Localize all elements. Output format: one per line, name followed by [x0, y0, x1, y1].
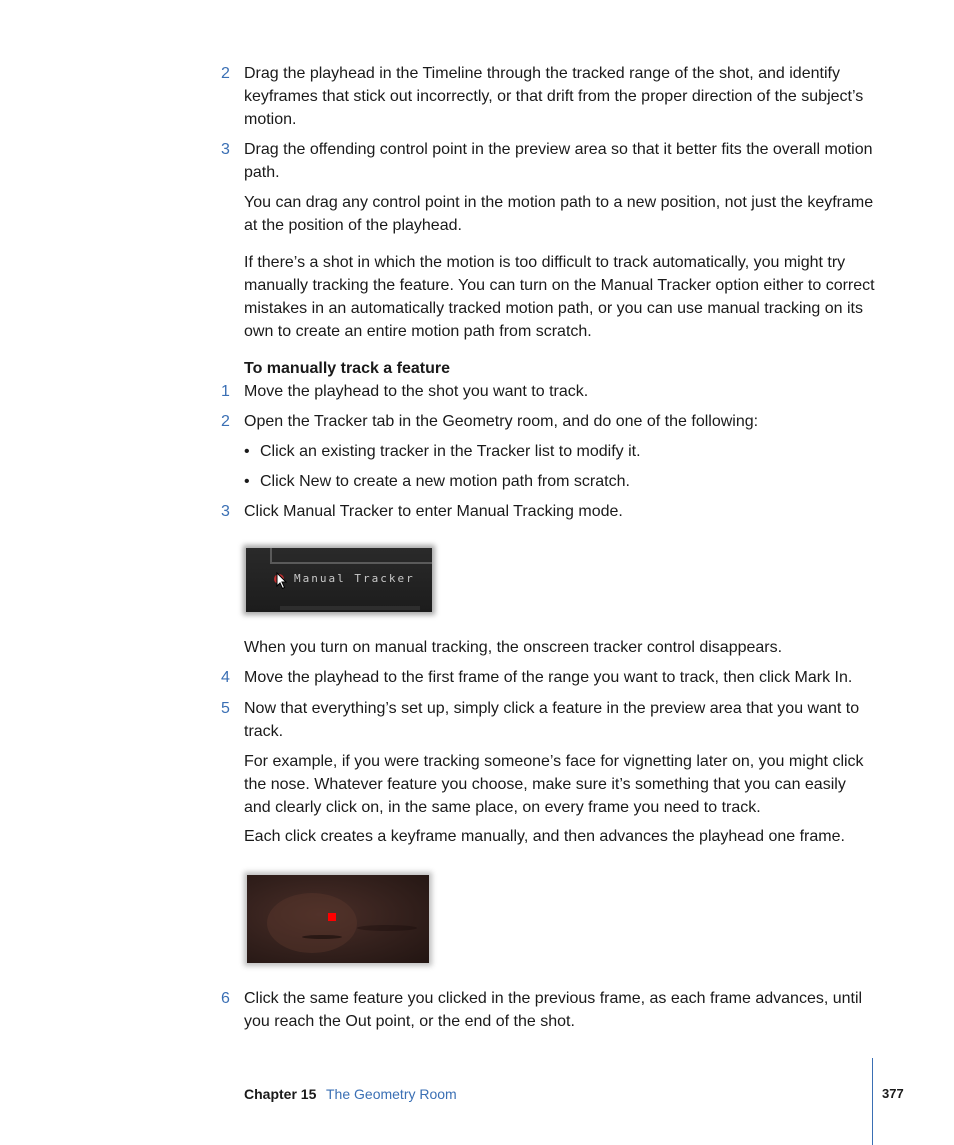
step-number: 3 [221, 141, 230, 158]
face-shadow [357, 925, 417, 931]
step-number: 1 [221, 383, 230, 400]
step-text: Click Manual Tracker to enter Manual Tracking mode. [244, 503, 623, 520]
step-text: Move the playhead to the first frame of the range you want to track, then click Mark In. [244, 669, 853, 686]
bullet-text: Click New to create a new motion path from scratch. [260, 473, 630, 490]
step-text: Open the Tracker tab in the Geometry room, and do one of the following: [244, 413, 759, 430]
face-shadow [302, 935, 342, 939]
faint-row [280, 606, 420, 610]
bullet-mark: • [244, 443, 250, 460]
manual-tracker-screenshot [246, 548, 432, 612]
step-item [221, 697, 876, 743]
footer-chapter-title: The Geometry Room [326, 1086, 457, 1102]
step-text: Move the playhead to the shot you want to track. [244, 383, 589, 400]
example-paragraph: For example, if you were tracking someone’s face for vignetting later on, you might click the nose. Whatever feature you choose, make sure it’s something that you can easily and clearly click on, in the same place, on every frame you need to track. [244, 753, 864, 816]
step-item [221, 410, 876, 433]
step-item [221, 138, 876, 184]
step-item [221, 666, 876, 689]
step-text: Drag the offending control point in the preview area so that it better fits the overall motion path. [244, 141, 873, 181]
step-number: 5 [221, 700, 230, 717]
step-text: Now that everything’s set up, simply click a feature in the preview area that you want to track. [244, 700, 860, 740]
step-text: Drag the playhead in the Timeline through the tracked range of the shot, and identify keyframes that stick out incorrectly, or that drift from the proper direction of the subject’s motion. [244, 65, 864, 128]
step-item [221, 62, 876, 131]
step-number: 2 [221, 65, 230, 82]
note-paragraph: You can drag any control point in the motion path to a new position, not just the keyframe at the position of the playhead. [244, 194, 874, 234]
bullet-text: Click an existing tracker in the Tracker list to modify it. [260, 443, 641, 460]
manual-tracker-label: Manual Tracker [294, 572, 415, 585]
footer-divider [872, 1058, 873, 1145]
step-item [221, 380, 876, 403]
step-number: 3 [221, 503, 230, 520]
note-paragraph: Each click creates a keyframe manually, and then advances the playhead one frame. [244, 828, 845, 845]
face-shade [267, 893, 357, 953]
task-heading: To manually track a feature [244, 360, 450, 377]
panel-frame [270, 548, 432, 564]
step-item [221, 500, 876, 523]
step-item [221, 987, 876, 1033]
note-paragraph: When you turn on manual tracking, the onscreen tracker control disappears. [244, 639, 783, 656]
step-text: Click the same feature you clicked in the previous frame, as each frame advances, until you reach the Out point, or the end of the shot. [244, 990, 863, 1030]
cursor-arrow-icon [276, 572, 288, 590]
tracking-keyframe-marker [328, 913, 336, 921]
bullet-mark: • [244, 473, 250, 490]
step-number: 6 [221, 990, 230, 1007]
step-number: 4 [221, 669, 230, 686]
page-number: 377 [882, 1086, 904, 1101]
step-number: 2 [221, 413, 230, 430]
intro-paragraph: If there’s a shot in which the motion is too difficult to track automatically, you might try manually tracking the feature. You can turn on the Manual Tracker option either to correct mistakes in an automatically tracked motion path, or you can use manual tracking on its own to create an entire motion path from scratch. [244, 254, 875, 340]
footer-chapter: Chapter 15 [244, 1086, 317, 1102]
preview-area-screenshot [247, 875, 429, 963]
